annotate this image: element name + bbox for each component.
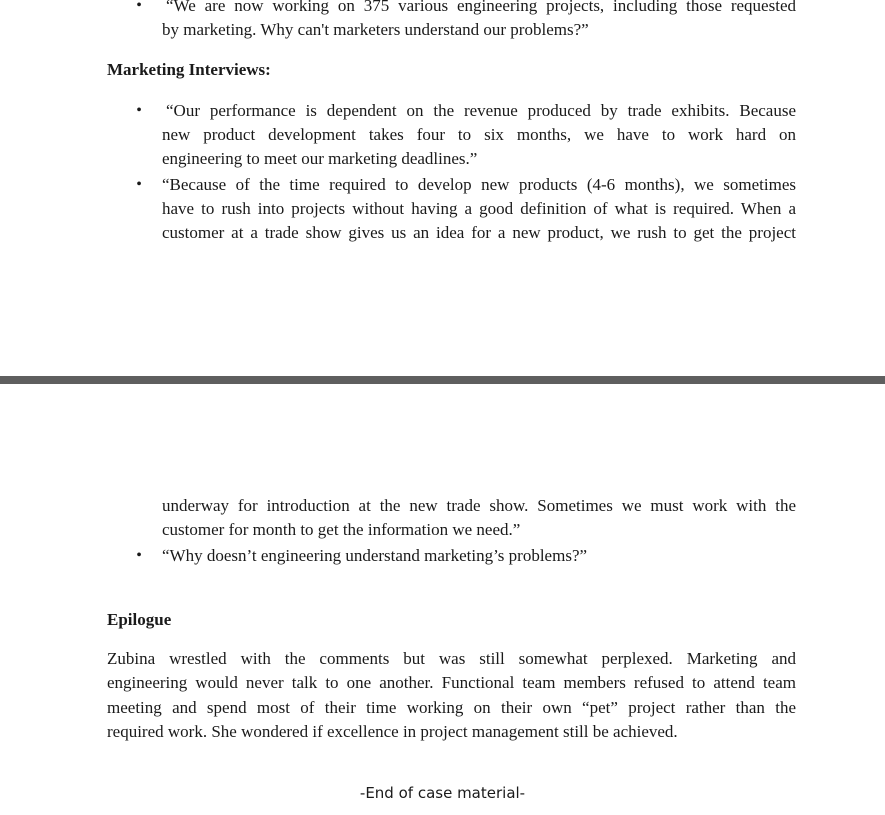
marketing-interviews-heading: Marketing Interviews: <box>107 60 271 79</box>
marketing-quote-1-line: new product development takes four to six months, we have to work hard on <box>162 125 796 144</box>
epilogue-heading: Epilogue <box>107 610 172 629</box>
engineering-quote-line: “We are now working on 375 various engineering projects, including those requested <box>166 0 796 15</box>
engineering-quote-line: by marketing. Why can't marketers understand our problems?” <box>162 20 589 39</box>
epilogue-paragraph-line: required work. She wondered if excellence in project management still be achieved. <box>107 722 678 741</box>
document-page-upper <box>0 0 885 376</box>
marketing-quote-3-line: “Why doesn’t engineering understand marketing’s problems?” <box>162 546 588 565</box>
bullet-marker: • <box>136 0 142 14</box>
epilogue-paragraph-line: meeting and spend most of their time working on their own “pet” project rather than the <box>107 698 796 717</box>
epilogue-paragraph-line: Zubina wrestled with the comments but was still somewhat perplexed. Marketing and <box>107 649 796 668</box>
marketing-quote-1-line: engineering to meet our marketing deadlines.” <box>162 149 478 168</box>
page-break-separator <box>0 376 885 384</box>
marketing-quote-2-line: “Because of the time required to develop new products (4-6 months), we sometimes <box>162 175 796 194</box>
marketing-quote-2-line: customer at a trade show gives us an idea for a new product, we rush to get the project <box>162 223 796 242</box>
document-page-lower <box>0 384 885 815</box>
end-of-case-note: -End of case material- <box>359 784 526 802</box>
marketing-quote-1-line: “Our performance is dependent on the revenue produced by trade exhibits. Because <box>166 101 796 120</box>
marketing-quote-2-line: have to rush into projects without having a good definition of what is required. When a <box>162 199 796 218</box>
epilogue-paragraph-line: engineering would never talk to one another. Functional team members refused to attend team <box>107 673 796 692</box>
bullet-marker: • <box>136 547 142 564</box>
bullet-marker: • <box>136 102 142 119</box>
bullet-marker: • <box>136 176 142 193</box>
marketing-quote-2-line: customer for month to get the information we need.” <box>162 520 521 539</box>
marketing-quote-2-line: underway for introduction at the new trade show. Sometimes we must work with the <box>162 496 796 515</box>
